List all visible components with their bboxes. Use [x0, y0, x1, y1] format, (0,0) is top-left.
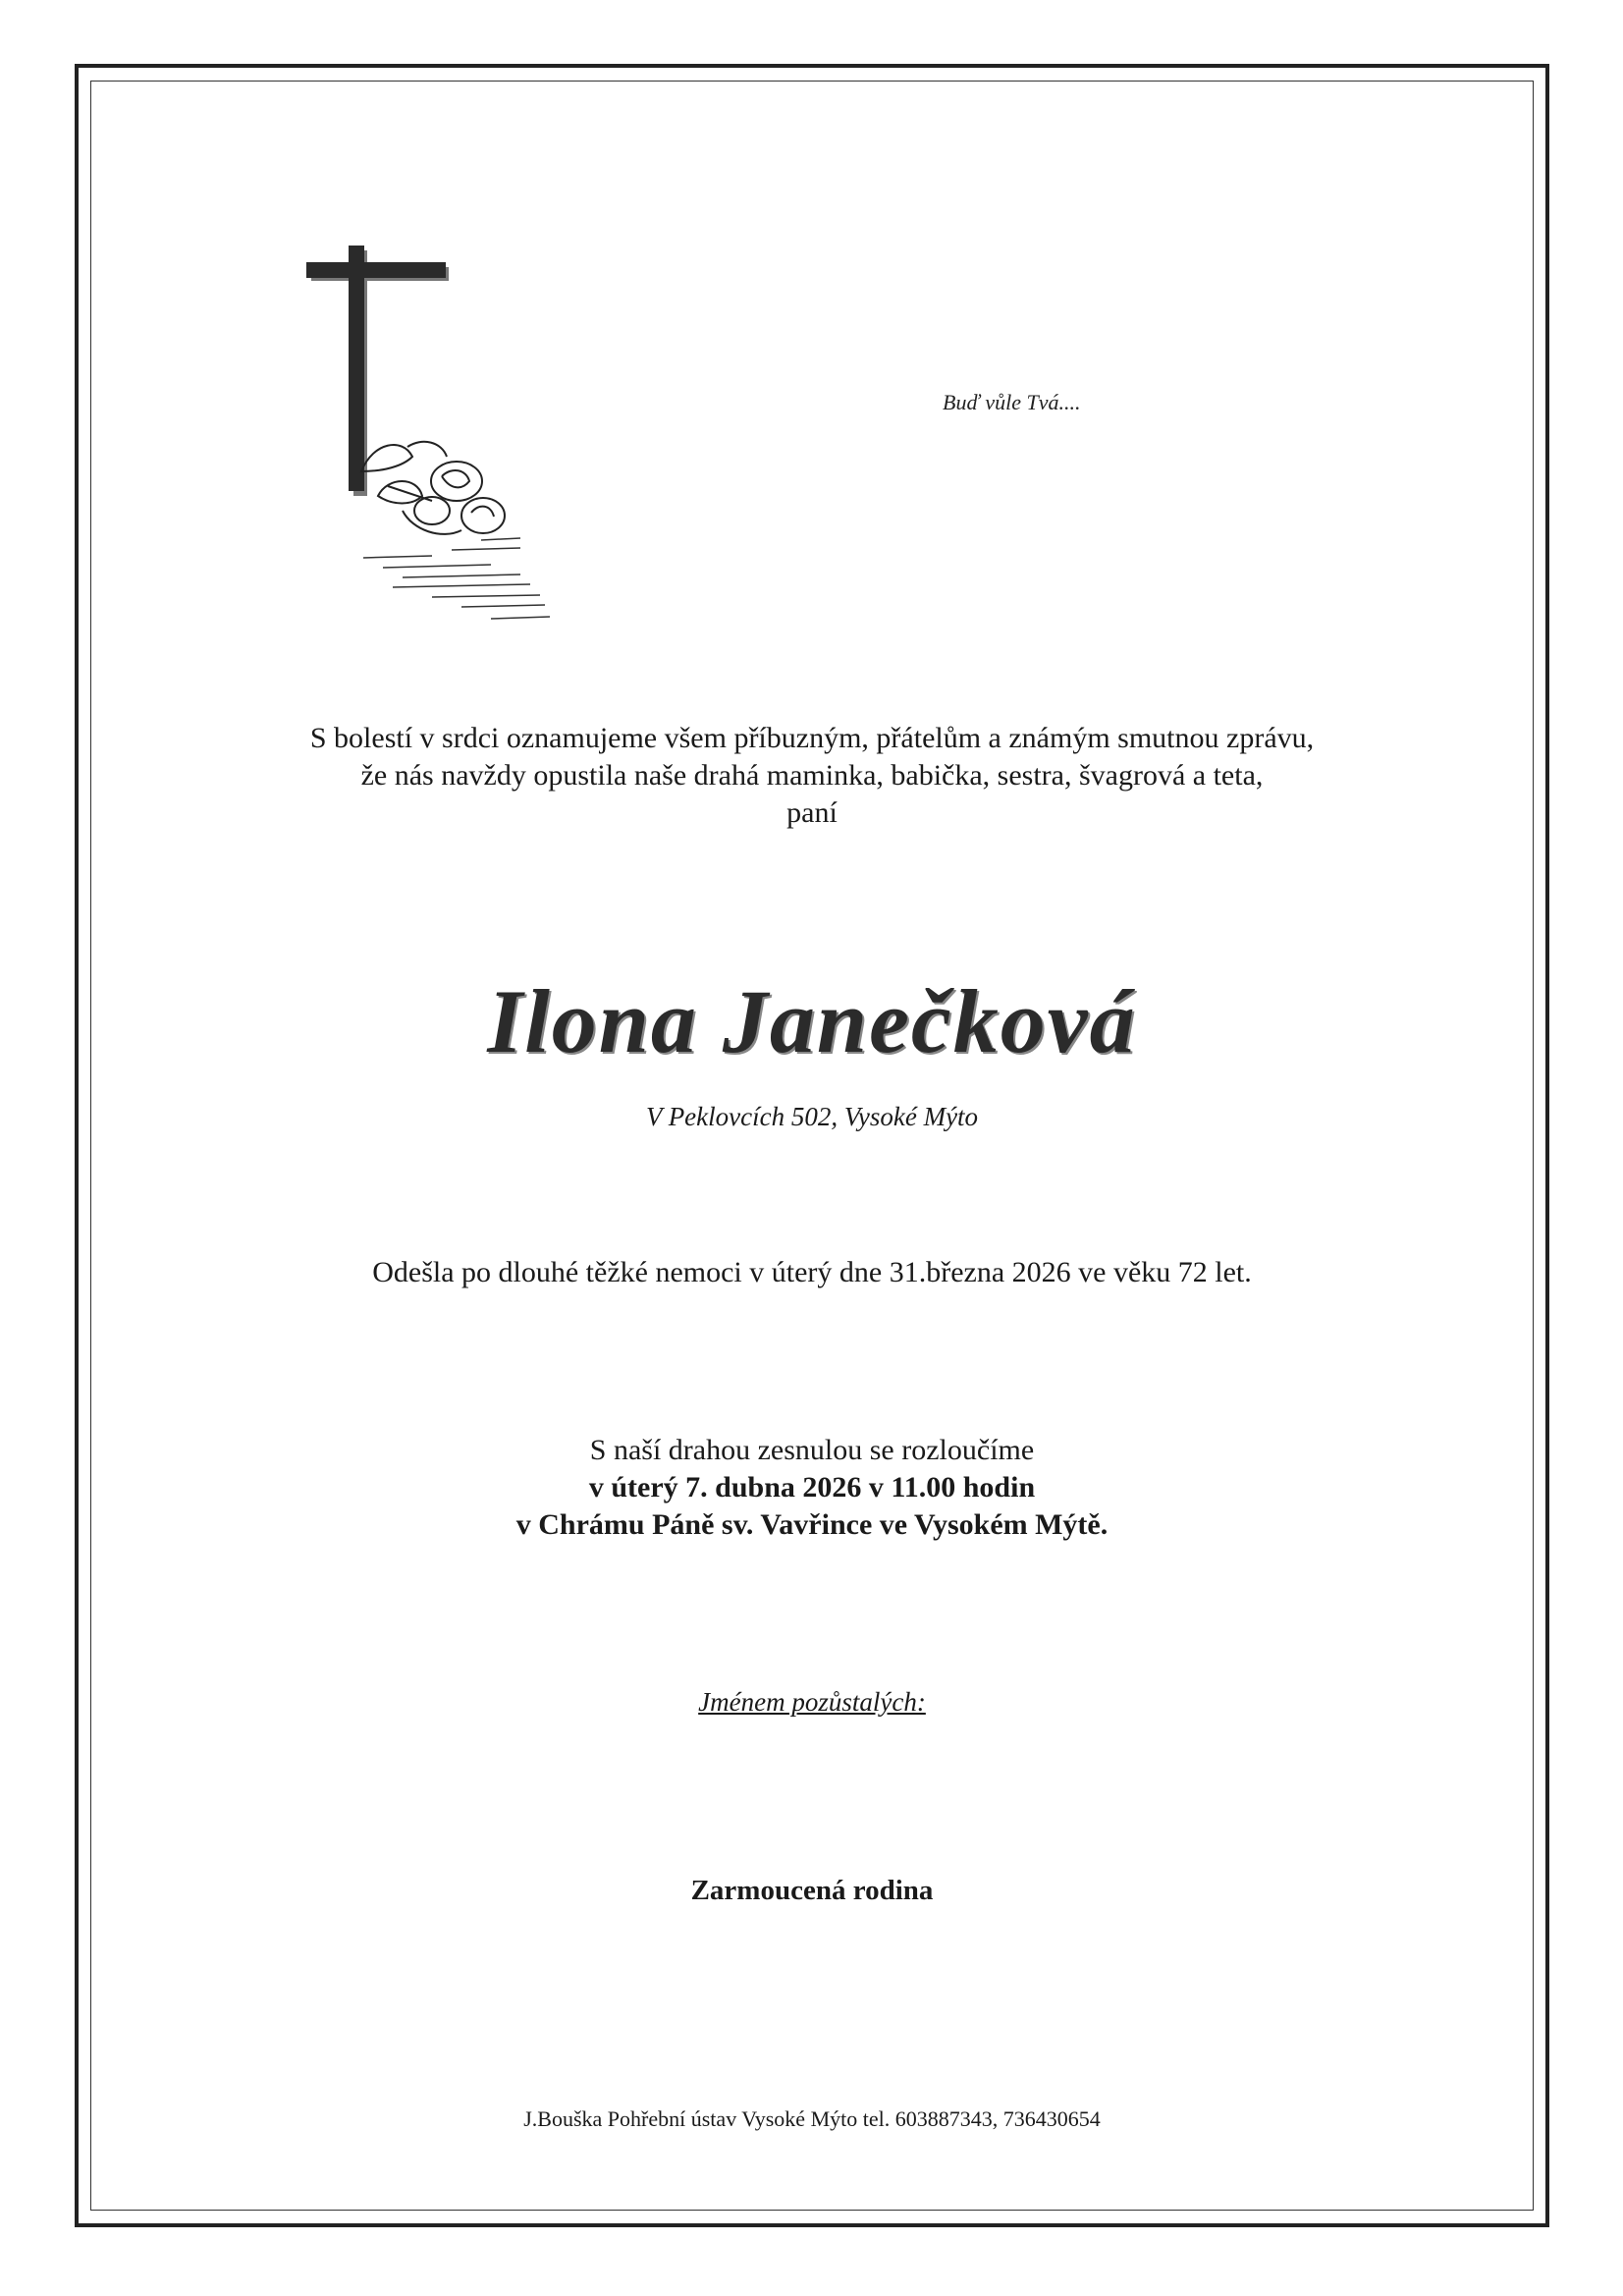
announcement-intro	[90, 720, 1534, 832]
intro-line-1: S bolestí v srdci oznamujeme všem příbuzným, přátelům a známým smutnou zprávu,	[309, 722, 1315, 754]
motto: Buď vůle Tvá....	[943, 390, 1081, 414]
farewell-line-1: S naší drahou zesnulou se rozloučíme	[589, 1434, 1035, 1466]
funeral-home-footer: J.Bouška Pohřební ústav Vysoké Mýto tel. 603887343, 736430654	[523, 2106, 1101, 2131]
farewell-date: v úterý 7. dubna 2026 v 11.00 hodin	[588, 1471, 1036, 1503]
farewell-place: v Chrámu Páně sv. Vavřince ve Vysokém Mýtě.	[515, 1508, 1109, 1541]
farewell-info	[90, 1432, 1534, 1544]
family-signature: Zarmoucená rodina	[690, 1875, 934, 1906]
intro-line-3: paní	[786, 796, 838, 829]
deceased-address: V Peklovcích 502, Vysoké Mýto	[645, 1102, 979, 1131]
death-notice: Odešla po dlouhé těžké nemoci v úterý dne 31.března 2026 ve věku 72 let.	[372, 1256, 1252, 1288]
deceased-name: Ilona Janečková	[487, 971, 1137, 1071]
signature-label: Jménem pozůstalých:	[698, 1687, 926, 1717]
signature-label-block	[90, 1685, 1534, 1719]
intro-line-2: že nás navždy opustila naše drahá maminka, babička, sestra, švagrová a teta,	[360, 759, 1264, 792]
cross-with-roses-icon	[295, 246, 619, 638]
